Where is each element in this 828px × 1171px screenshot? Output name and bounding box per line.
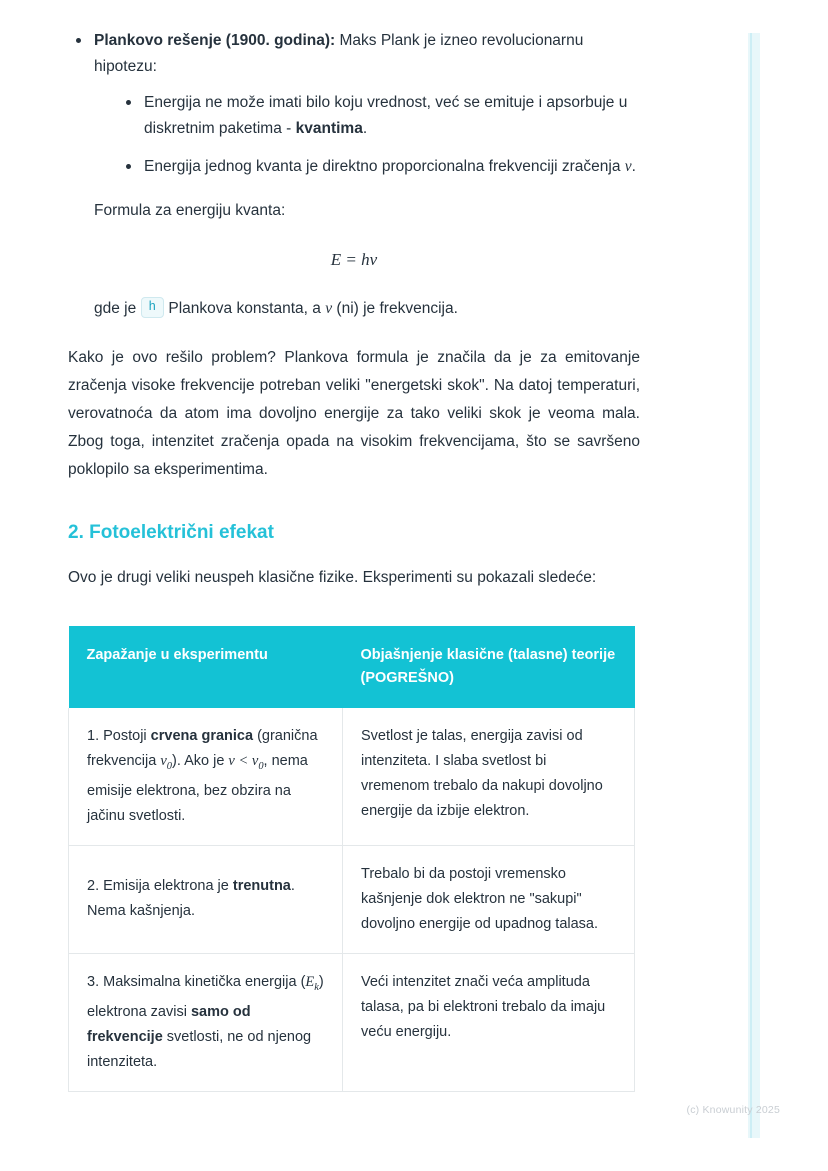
- planck-constant-chip[interactable]: h: [141, 297, 165, 318]
- math-nu-less-nu-zero: $\nu < \nu_0$: [228, 753, 264, 772]
- table-row: [69, 708, 635, 845]
- sub-bullet-text-1a: Energija ne može imati bilo koju vrednost, već se emituje i apsorbuje u diskretnim paketima -: [144, 94, 628, 137]
- table-cell-explanation-3: Veći intenzitet znači veća amplituda talasa, pa bi elektroni trebalo da imaju veću energiju.: [343, 953, 635, 1091]
- cell-text: (granična frekvencija: [87, 728, 318, 769]
- table-header-row: [69, 626, 635, 708]
- list-item: [68, 28, 640, 180]
- table-row: [69, 953, 635, 1091]
- table-cell-explanation-2: Trebalo bi da postoji vremensko kašnjenje dok elektron ne "sakupi" dovoljno energije od upadnog talasa.: [343, 845, 635, 953]
- experiment-table: [68, 626, 635, 1092]
- table-row: [69, 845, 635, 953]
- bullet-rest-text: Maks Plank je izneo revolucionarnu hipotezu:: [94, 32, 584, 75]
- list-item: [120, 90, 640, 142]
- list-item: [120, 154, 640, 180]
- table-cell-observation-1: [69, 708, 343, 845]
- cell-bold: crvena granica: [150, 728, 254, 744]
- cell-text: 1. Postoji: [87, 728, 151, 744]
- watermark-text: (c) Knowunity 2025: [686, 1104, 780, 1116]
- sub-bullet-text-2b: .: [631, 158, 636, 175]
- cell-text: 2. Emisija elektrona je: [87, 878, 233, 895]
- math-nu-symbol: ν: [624, 158, 632, 175]
- sub-bullet-text-1b: .: [362, 120, 368, 137]
- sub-bullet-text-2a: Energija jednog kvanta je direktno proporcionalna frekvenciji zračenja: [144, 158, 625, 175]
- cell-text: 3. Maksimalna kinetička energija (: [87, 973, 306, 990]
- primary-bullet-list: [68, 28, 640, 180]
- sub-bullet-bold-1: kvantima: [295, 120, 363, 137]
- cell-text: ). Ako je: [172, 753, 229, 769]
- right-margin: [750, 0, 828, 1171]
- secondary-bullet-list: [94, 90, 640, 180]
- math-nu-zero: $\nu_0$: [160, 753, 172, 772]
- table-body: [69, 708, 635, 1091]
- formula-intro-text: Formula za energiju kvanta:: [94, 202, 286, 219]
- bullet-lead-label: Plankovo rešenje (1900. godina):: [94, 32, 336, 49]
- math-ek: $E_k$: [305, 973, 319, 993]
- column-header-classical-explanation: Objašnjenje klasične (talasne) teorije (POGREŠNO): [343, 626, 635, 708]
- legend-post-text: (ni) je frekvencija.: [336, 300, 458, 317]
- cell-bold: trenutna: [232, 878, 291, 895]
- cell-text: , nema emisije elektrona, bez obzira na jačinu svetlosti.: [87, 753, 308, 824]
- explanation-paragraph: Kako je ovo rešilo problem? Plankova formula je značila da je za emitovanje zračenja visoke frekvencije potreban veliki "energetski skok". Na datoj temperaturi, verovatnoća da atom ima dovoljno energije za tako veliki skok je veoma mala. Zbog toga, intenzitet zračenja opada na visokim frekvencijama, što se savršeno poklopilo sa eksperimentima.: [68, 349, 640, 478]
- table-cell-observation-2: [69, 845, 343, 953]
- cell-text: svetlosti, ne od njenog intenziteta.: [87, 1028, 312, 1070]
- cell-text: ) elektrona zavisi: [87, 973, 324, 1020]
- formula-legend: [68, 296, 640, 322]
- legend-mid-text: Plankova konstanta, a: [168, 300, 321, 317]
- cell-text: . Nema kašnjenja.: [87, 878, 295, 920]
- section-heading-photoelectric: 2. Fotoelektrični efekat: [68, 522, 274, 543]
- legend-pre-text: gde je: [94, 300, 137, 317]
- document-content: [68, 28, 640, 1092]
- table-cell-observation-3: [69, 953, 343, 1091]
- table-header: [69, 626, 635, 708]
- energy-formula: E = hν: [330, 250, 378, 269]
- right-rail-line: [750, 33, 752, 1138]
- cell-bold: samo od frekvencije: [87, 1003, 251, 1045]
- intro-paragraph-photoelectric: Ovo je drugi veliki neuspeh klasične fizike. Eksperimenti su pokazali sledeće:: [68, 569, 597, 586]
- math-nu-symbol: ν: [325, 300, 333, 317]
- table-cell-explanation-1: Svetlost je talas, energija zavisi od intenziteta. I slaba svetlost bi vremenom trebalo da nakupi dovoljno energije da izbije elektron.: [343, 708, 635, 845]
- column-header-observation: Zapažanje u eksperimentu: [69, 626, 343, 708]
